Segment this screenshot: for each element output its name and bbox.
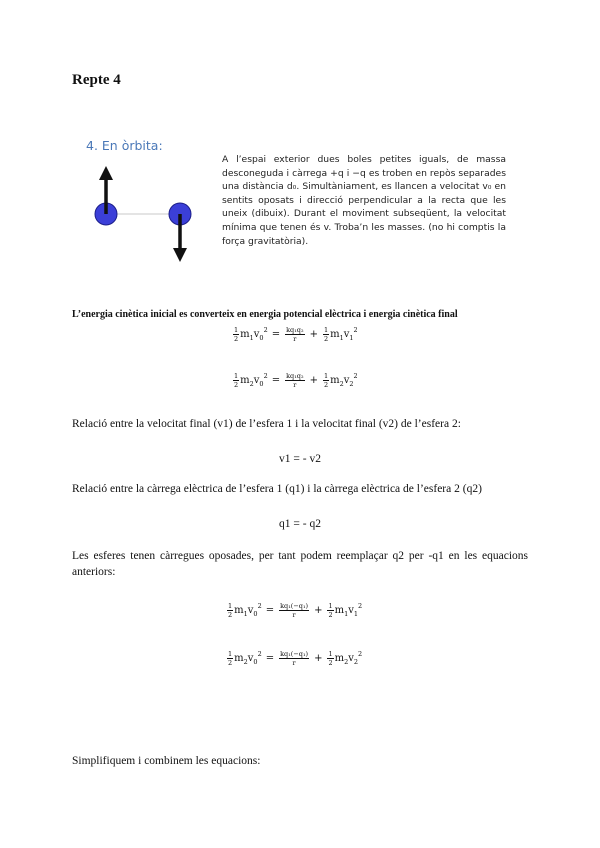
equation-substituted-1: $\frac{1}{2}$ m 1 v 0 2 = $\frac{\text{kq₁(−q₁)}}{r}$ + $\frac{1}{2}$ m 1 v 1 2: [228, 601, 363, 619]
arrow-head-up-icon: [99, 166, 113, 180]
equation-energy-1: $\frac{1}{2}$ m 1 v 0 2 = $\frac{\text{kq₁q₂}}{r}$ + $\frac{1}{2}$ m 1 v 1 2: [234, 325, 358, 343]
paragraph-substitution: Les esferes tenen càrregues oposades, per tant podem reemplaçar q2 per -q1 en les equacions anteriors:: [72, 550, 528, 578]
paragraph-simplify: Simplifiquem i combinem les equacions:: [72, 755, 261, 767]
problem-statement: A l’espai exterior dues boles petites iguals, de massa desconeguda i càrrega +q i −q es troben en repòs separades una distància d₀. Simultàniament, es llancen a velocitat v₀ en sentits oposats i direcció perpendicular a la recta que les uneix (dibuix). Durant el moviment subseqüent, la velocitat mínima que tenen és v. Troba’n les masses. (no hi comptis la força gravitatòria).: [222, 154, 506, 247]
problem-heading: 4. En òrbita:: [86, 138, 163, 153]
equation-velocity: v1 = - v2: [279, 453, 321, 465]
paragraph-charge-relation: Relació entre la càrrega elèctrica de l’esfera 1 (q1) i la càrrega elèctrica de l’esfera 2 (q2): [72, 483, 482, 495]
equation-substituted-2: $\frac{1}{2}$ m 2 v 0 2 = $\frac{\text{kq₁(−q₁)}}{r}$ + $\frac{1}{2}$ m 2 v 2 2: [228, 649, 363, 667]
equation-charge: q1 = - q2: [279, 518, 321, 530]
paragraph-energy: L’energia cinètica inicial es converteix en energia potencial elèctrica i energia cinètica final: [72, 309, 458, 320]
equation-energy-2: $\frac{1}{2}$ m 2 v 0 2 = $\frac{\text{kq₁q₂}}{r}$ + $\frac{1}{2}$ m 2 v 2 2: [234, 371, 358, 389]
paragraph-velocity-relation: Relació entre la velocitat final (v1) de l’esfera 1 i la velocitat final (v2) de l’esfera 2:: [72, 418, 461, 430]
page-title: Repte 4: [72, 72, 121, 88]
arrow-head-down-icon: [173, 248, 187, 262]
orbit-diagram: [88, 162, 198, 267]
